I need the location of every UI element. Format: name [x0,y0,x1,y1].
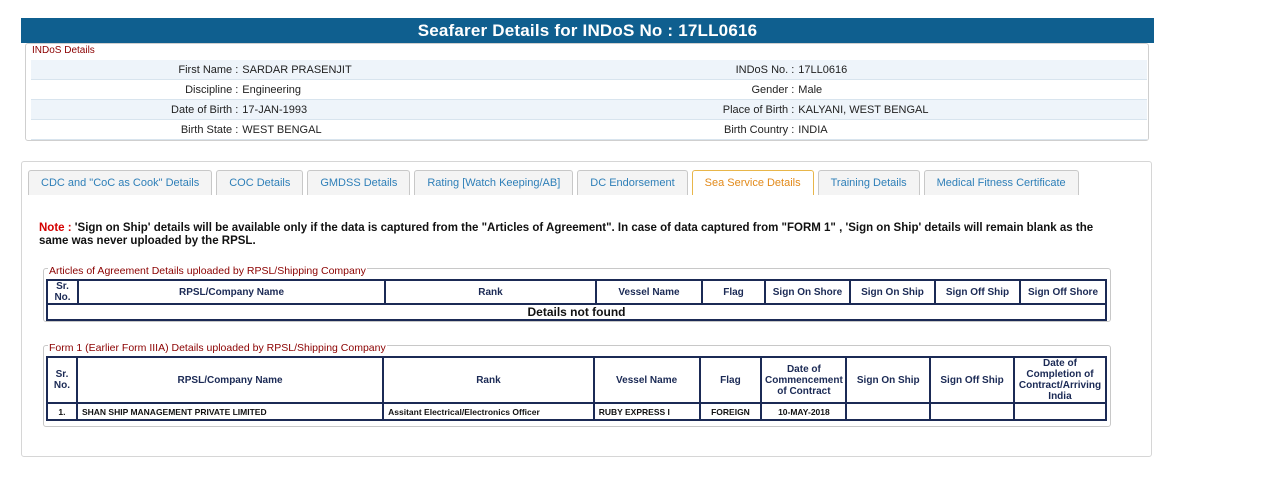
dob-label: Date of Birth : [31,100,242,120]
col-flag: Flag [700,357,762,403]
col-vessel-name: Vessel Name [594,357,700,403]
details-not-found: Details not found [47,304,1106,320]
tab-rating[interactable]: Rating [Watch Keeping/AB] [414,170,573,195]
col-flag: Flag [702,280,765,304]
col-completion-date: Date of Completion of Contract/Arriving India [1014,357,1106,403]
cell-flag: FOREIGN [700,403,762,420]
gender-value: Male [798,80,1147,100]
form1-legend: Form 1 (Earlier Form IIIA) Details uploaded by RPSL/Shipping Company [49,342,386,354]
note-label: Note : [39,222,72,234]
tab-gmdss-details[interactable]: GMDSS Details [307,170,410,195]
col-sign-on-ship: Sign On Ship [846,357,930,403]
form1-table [46,356,1107,421]
cell-completion-date [1014,403,1106,420]
cell-sign-off-ship [930,403,1014,420]
birth-country-value: INDIA [798,120,1147,140]
table-row [47,304,1106,320]
discipline-label: Discipline : [31,80,242,100]
indos-details-table [31,60,1147,140]
indos-row [31,60,1147,80]
col-company-name: RPSL/Company Name [78,280,385,304]
indos-row [31,100,1147,120]
page-title: Seafarer Details for INDoS No : 17LL0616 [21,18,1154,43]
first-name-value: SARDAR PRASENJIT [242,60,591,80]
indos-details-legend: INDoS Details [32,45,95,56]
gender-label: Gender : [591,80,798,100]
tab-dc-endorsement[interactable]: DC Endorsement [577,170,687,195]
details-panel [21,161,1152,457]
place-of-birth-label: Place of Birth : [591,100,798,120]
cell-vessel-name: RUBY EXPRESS I [594,403,700,420]
table-header-row [47,357,1106,403]
tab-sea-service-details[interactable]: Sea Service Details [692,170,814,195]
table-header-row [47,280,1106,304]
tab-coc-details[interactable]: COC Details [216,170,303,195]
indos-row [31,80,1147,100]
col-sign-off-ship: Sign Off Ship [935,280,1020,304]
table-row [47,403,1106,420]
col-sign-off-shore: Sign Off Shore [1020,280,1106,304]
col-rank: Rank [383,357,594,403]
discipline-value: Engineering [242,80,591,100]
col-vessel-name: Vessel Name [596,280,702,304]
dob-value: 17-JAN-1993 [242,100,591,120]
cell-sr-no: 1. [47,403,77,420]
col-company-name: RPSL/Company Name [77,357,383,403]
articles-table [46,279,1107,321]
col-sign-on-shore: Sign On Shore [765,280,850,304]
tab-training-details[interactable]: Training Details [818,170,920,195]
cell-sign-on-ship [846,403,930,420]
sign-on-ship-note [39,222,1119,248]
col-commencement-date: Date of Commencement of Contract [761,357,846,403]
indos-row [31,120,1147,140]
place-of-birth-value: KALYANI, WEST BENGAL [798,100,1147,120]
birth-country-label: Birth Country : [591,120,798,140]
cell-company-name: SHAN SHIP MANAGEMENT PRIVATE LIMITED [77,403,383,420]
indos-details-panel [25,43,1149,141]
cell-rank: Assitant Electrical/Electronics Officer [383,403,594,420]
col-sign-on-ship: Sign On Ship [850,280,935,304]
indos-no-value: 17LL0616 [798,60,1147,80]
col-sign-off-ship: Sign Off Ship [930,357,1014,403]
tab-cdc-details[interactable]: CDC and "CoC as Cook" Details [28,170,212,195]
cell-commencement-date: 10-MAY-2018 [761,403,846,420]
indos-no-label: INDoS No. : [591,60,798,80]
first-name-label: First Name : [31,60,242,80]
col-rank: Rank [385,280,596,304]
tab-bar [28,170,1083,196]
birth-state-label: Birth State : [31,120,242,140]
col-sr-no: Sr. No. [47,357,77,403]
tab-medical-fitness[interactable]: Medical Fitness Certificate [924,170,1079,195]
articles-legend: Articles of Agreement Details uploaded by RPSL/Shipping Company [49,265,366,277]
col-sr-no: Sr. No. [47,280,78,304]
birth-state-value: WEST BENGAL [242,120,591,140]
note-text: 'Sign on Ship' details will be available only if the data is captured from the "Articles of Agreement". In case of data captured from "FORM 1" , 'Sign on Ship' details will remain blank as the same was never uploaded by the RPSL. [39,222,1094,247]
